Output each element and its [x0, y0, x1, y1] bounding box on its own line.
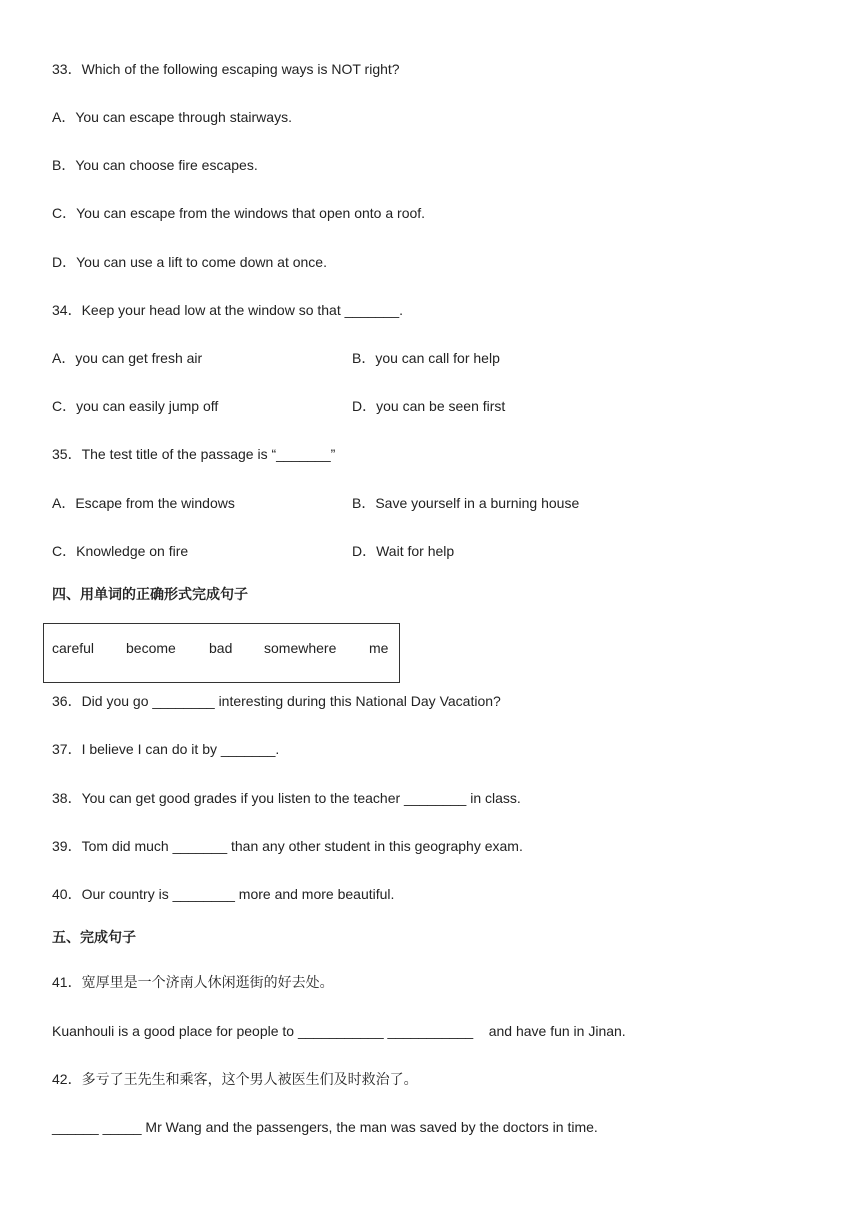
word-bank [43, 623, 400, 683]
section-5-heading: 五、完成句子 [52, 930, 136, 946]
question-41-chinese: 41．宽厚里是一个济南人休闲逛街的好去处。 [52, 974, 334, 990]
question-38: 38．You can get good grades if you listen to the teacher ________ in class. [52, 790, 521, 806]
question-34-option-d: D．you can be seen first [352, 398, 506, 414]
question-39: 39．Tom did much _______ than any other student in this geography exam. [52, 838, 523, 854]
question-36: 36．Did you go ________ interesting during this National Day Vacation? [52, 693, 501, 709]
question-33-option-c: C．You can escape from the windows that open onto a roof. [52, 205, 426, 221]
question-42-english: ______ _____ Mr Wang and the passengers, the man was saved by the doctors in time. [52, 1119, 598, 1135]
question-41-english: Kuanhouli is a good place for people to ___________ ___________ and have fun in Jinan. [52, 1023, 626, 1039]
question-34-option-a: A．you can get fresh air [52, 350, 203, 366]
word-bank-item: careful [52, 640, 95, 656]
question-42-chinese: 42．多亏了王先生和乘客，这个男人被医生们及时救治了。 [52, 1071, 418, 1087]
question-33-stem: 33．Which of the following escaping ways is NOT right? [52, 61, 400, 77]
question-35-option-d: D．Wait for help [352, 543, 455, 559]
question-34-option-b: B．you can call for help [352, 350, 500, 366]
section-4-heading: 四、用单词的正确形式完成句子 [52, 587, 248, 603]
question-35-stem: 35．The test title of the passage is “_______” [52, 446, 336, 462]
question-35-option-b: B．Save yourself in a burning house [352, 495, 580, 511]
question-34-option-c: C．you can easily jump off [52, 398, 219, 414]
question-33-option-b: B．You can choose fire escapes. [52, 157, 258, 173]
word-bank-item: me [369, 640, 389, 656]
question-37: 37．I believe I can do it by _______. [52, 741, 280, 757]
question-34-stem: 34．Keep your head low at the window so that _______. [52, 302, 404, 318]
word-bank-item: bad [209, 640, 233, 656]
question-35-option-a: A．Escape from the windows [52, 495, 235, 511]
word-bank-item: become [126, 640, 176, 656]
question-35-option-c: C．Knowledge on fire [52, 543, 189, 559]
question-33-option-d: D．You can use a lift to come down at once. [52, 254, 327, 270]
question-33-option-a: A．You can escape through stairways. [52, 109, 292, 125]
question-40: 40．Our country is ________ more and more beautiful. [52, 886, 395, 902]
word-bank-item: somewhere [264, 640, 337, 656]
